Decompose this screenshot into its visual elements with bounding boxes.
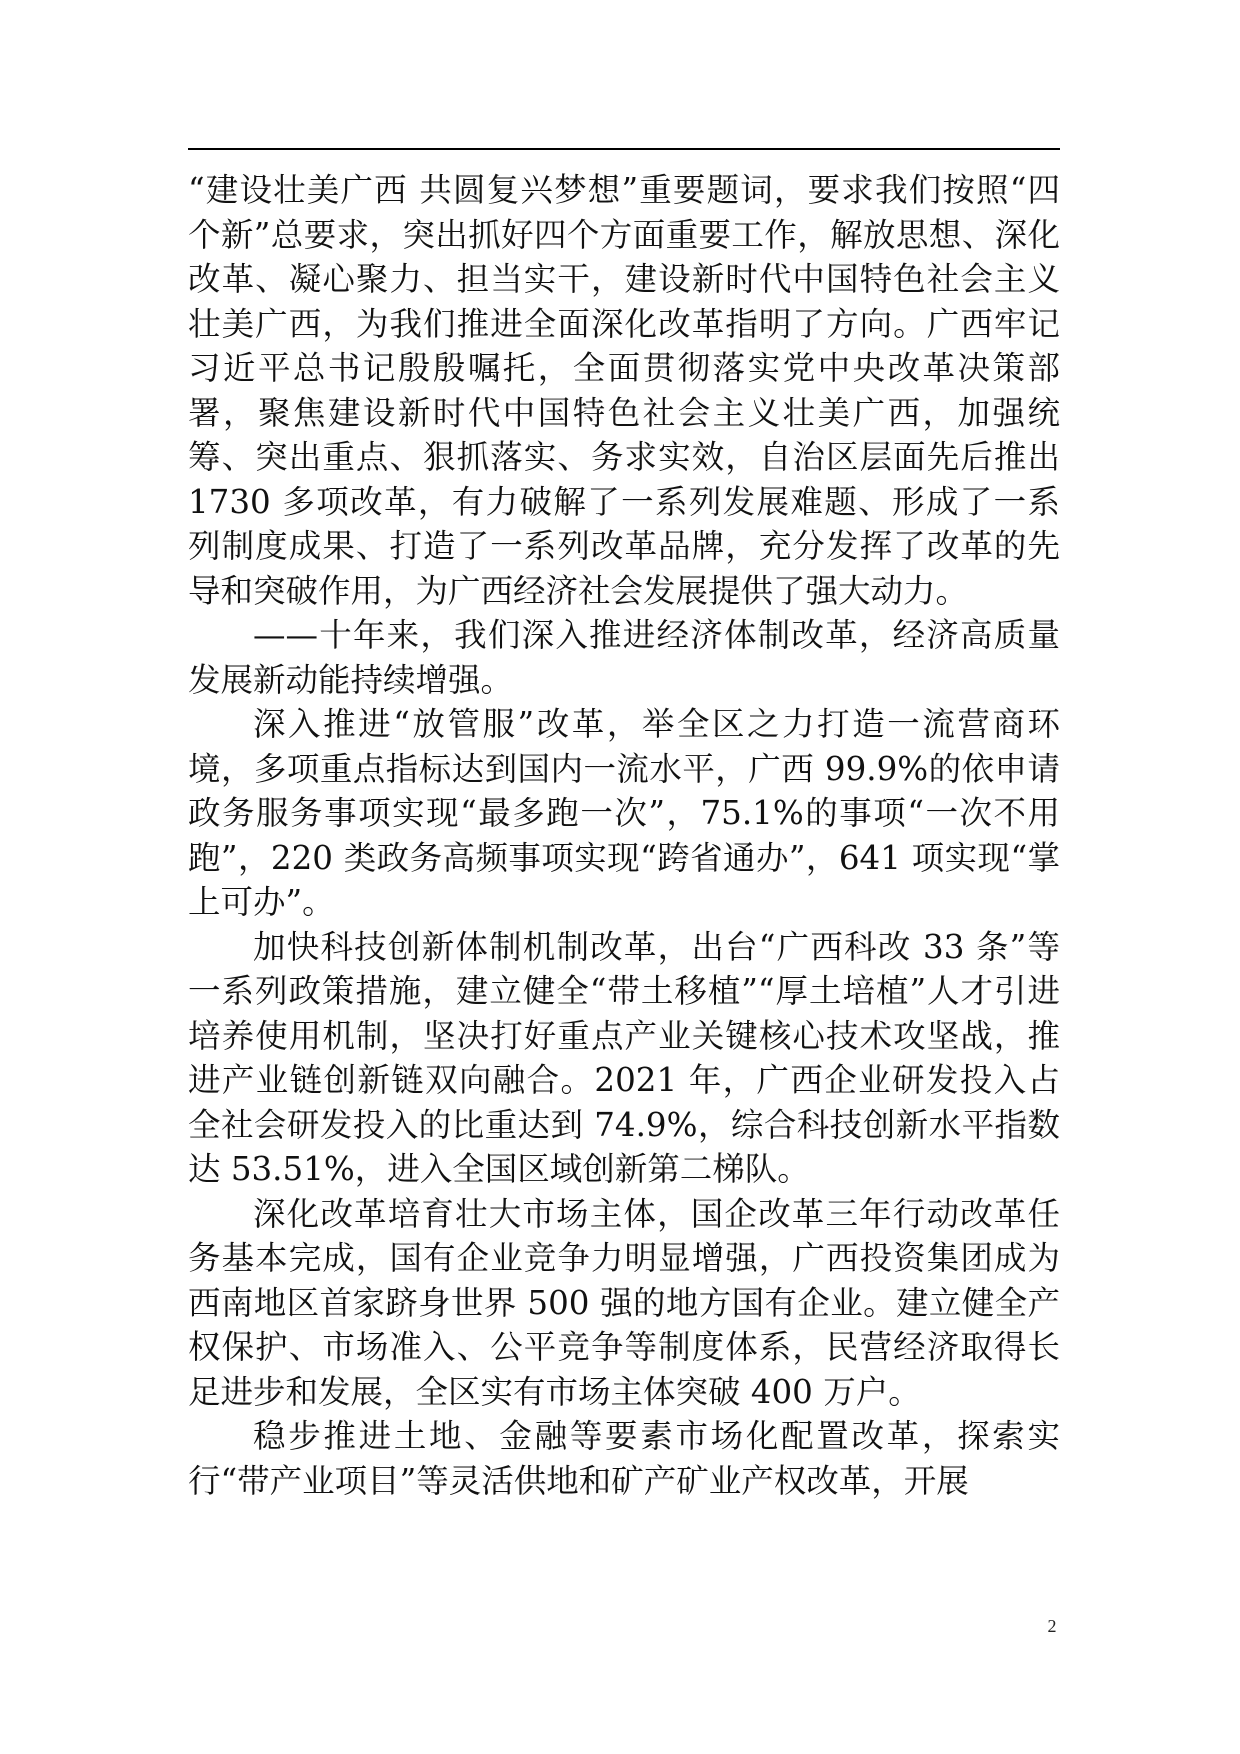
paragraph-market-entities: 深化改革培育壮大市场主体，国企改革三年行动改革任务基本完成，国有企业竞争力明显增强，广西投资集团成为西南地区首家跻身世界 500 强的地方国有企业。建立健全产权保护、市场准入、公平竞争等制度体系，民营经济取得长足进步和发展，全区实有市场主体突破 400 万户。 <box>188 1194 1060 1411</box>
header-rule <box>188 148 1060 150</box>
paragraph-continued: “建设壮美广西 共圆复兴梦想”重要题词，要求我们按照“四个新”总要求，突出抓好四个方面重要工作，解放思想、深化改革、凝心聚力、担当实干，建设新时代中国特色社会主义壮美广西，为我们推进全面深化改革指明了方向。广西牢记习近平总书记殷殷嘱托，全面贯彻落实党中央改革决策部署，聚焦建设新时代中国特色社会主义壮美广西，加强统筹、突出重点、狠抓落实、务求实效，自治区层面先后推出 1730 多项改革，有力破解了一系列发展难题、形成了一系列制度成果、打造了一系列改革品牌，充分发挥了改革的先导和突破作用，为广西经济社会发展提供了强大动力。 <box>188 171 1060 610</box>
paragraph-economic-reform-heading: ——十年来，我们深入推进经济体制改革，经济高质量发展新动能持续增强。 <box>188 616 1060 699</box>
paragraph-tech-innovation: 加快科技创新体制机制改革，出台“广西科改 33 条”等一系列政策措施，建立健全“带土移植”“厚土培植”人才引进培养使用机制，坚决打好重点产业关键核心技术攻坚战，推进产业链创新链双向融合。2021 年，广西企业研发投入占全社会研发投入的比重达到 74.9%，综合科技创新水平指数达 53.51%，进入全国区域创新第二梯队。 <box>188 927 1060 1188</box>
page-number: 2 <box>1047 1616 1057 1636</box>
document-body <box>188 168 1060 1503</box>
paragraph-fangguanfu-reform: 深入推进“放管服”改革，举全区之力打造一流营商环境，多项重点指标达到国内一流水平，广西 99.9%的依申请政务服务事项实现“最多跑一次”，75.1%的事项“一次不用跑”，220 类政务高频事项实现“跨省通办”，641 项实现“掌上可办”。 <box>188 705 1060 921</box>
paragraph-factor-market: 稳步推进土地、金融等要素市场化配置改革，探索实行“带产业项目”等灵活供地和矿产矿业产权改革，开展 <box>188 1417 1060 1500</box>
